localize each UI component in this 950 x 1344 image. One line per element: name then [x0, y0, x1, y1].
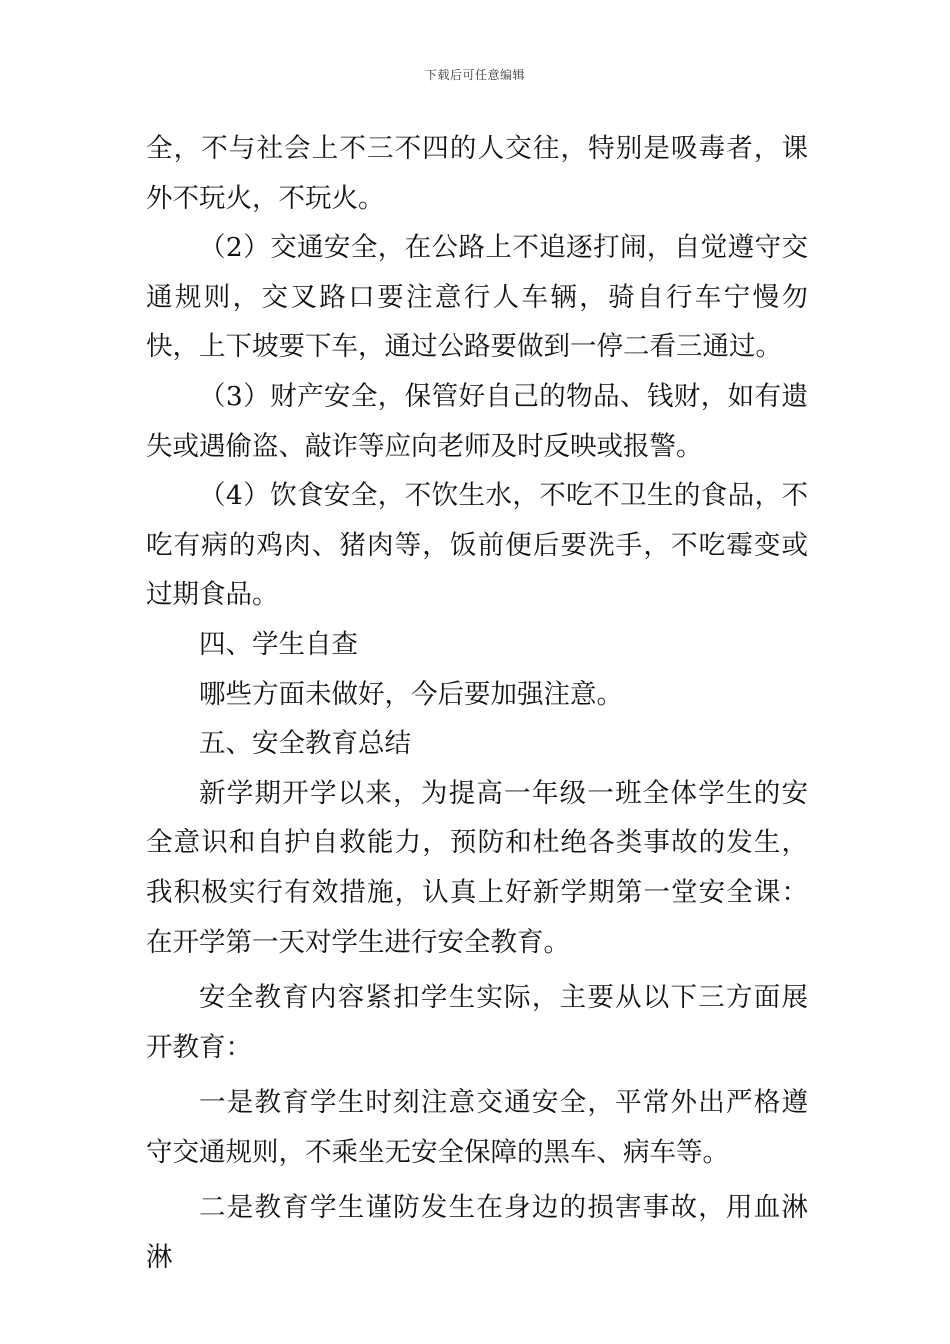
paragraph-summary-intro: 新学期开学以来，为提高一年级一班全体学生的安全意识和自护自救能力，预防和杜绝各类事故的发生，我积极实行有效措施，认真上好新学期第一堂安全课：在开学第一天对学生进行安全教育。 — [146, 777, 808, 958]
document-body — [146, 124, 808, 1283]
paragraph-traffic-safety: （2）交通安全，在公路上不追逐打闹，自觉遵守交通规则，交叉路口要注意行人车辆，骑自行车宁慢勿快，上下坡要下车，通过公路要做到一停二看三通过。 — [146, 232, 808, 363]
section-heading-self-check: 四、学生自查 — [199, 628, 358, 660]
paragraph-self-check: 哪些方面未做好，今后要加强注意。 — [199, 678, 623, 710]
paragraph-education-content: 安全教育内容紧扣学生实际，主要从以下三方面展开教育： — [146, 982, 808, 1063]
paragraph-point-two: 二是教育学生谨防发生在身边的损害事故，用血淋淋 — [146, 1192, 808, 1274]
section-heading-summary: 五、安全教育总结 — [199, 728, 411, 760]
page-header: 下载后可任意编辑 — [424, 68, 525, 82]
paragraph-point-one: 一是教育学生时刻注意交通安全，平常外出严格遵守交通规则，不乘坐无安全保障的黑车、病车等。 — [146, 1087, 808, 1168]
paragraph-food-safety: （4）饮食安全，不饮生水，不吃不卫生的食品，不吃有病的鸡肉、猪肉等，饭前便后要洗手，不吃霉变或过期食品。 — [146, 480, 808, 611]
paragraph-continuation: 全，不与社会上不三不四的人交往，特别是吸毒者，课外不玩火，不玩火。 — [146, 133, 808, 214]
paragraph-property-safety: （3）财产安全，保管好自己的物品、钱财，如有遗失或遇偷盗、敲诈等应向老师及时反映或报警。 — [146, 380, 808, 462]
